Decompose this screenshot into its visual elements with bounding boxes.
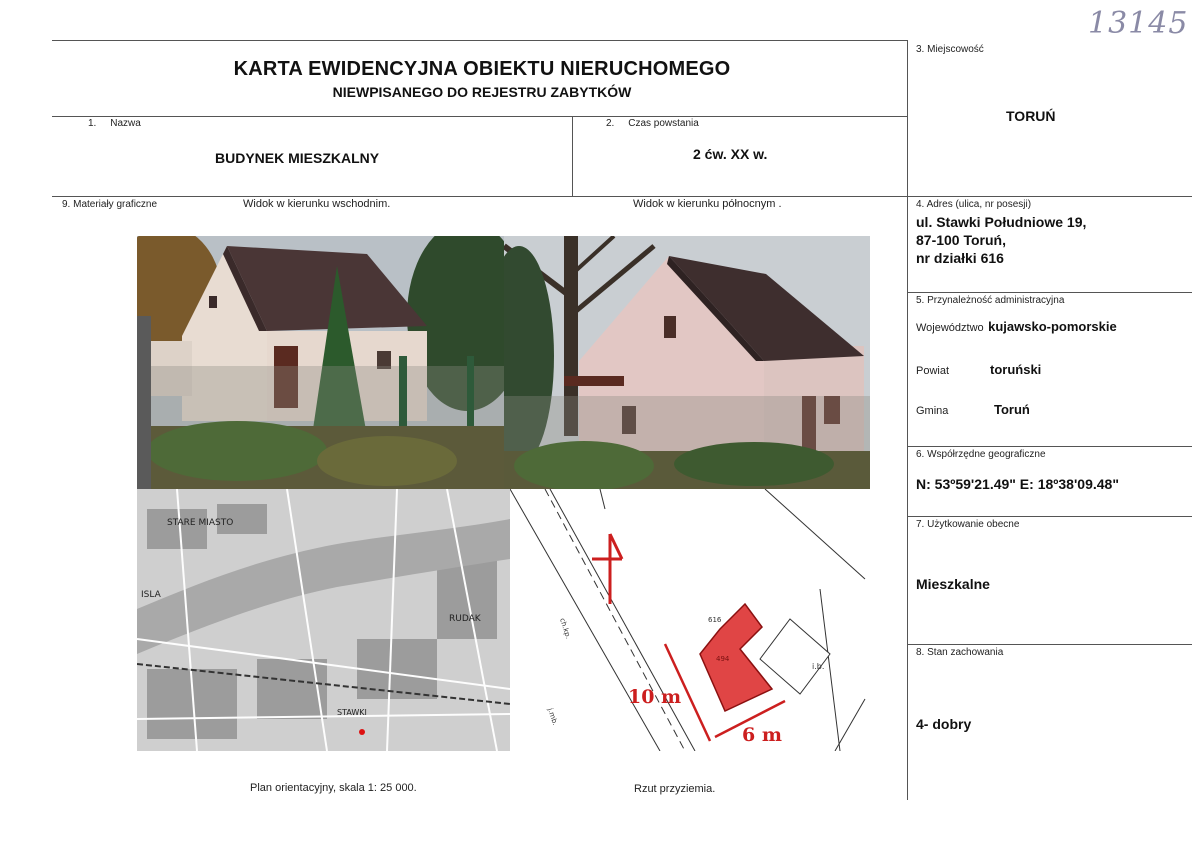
caption-view-north: Widok w kierunku północnym . — [633, 198, 782, 210]
right-divider-6 — [907, 446, 1192, 447]
location-marker — [359, 729, 365, 735]
plan-road-label-2: j.mb. — [546, 707, 560, 727]
plan-dim-long: 10 m — [628, 686, 682, 708]
col-divider-main — [907, 40, 908, 800]
voivodeship-row — [916, 318, 1117, 336]
address-line-2: 87-100 Toruń, — [916, 232, 1006, 248]
address-line-3: nr działki 616 — [916, 250, 1004, 266]
map-label-stawki: STAWKI — [337, 708, 367, 717]
caption-map: Plan orientacyjny, skala 1: 25 000. — [250, 782, 417, 794]
address-line-1: ul. Stawki Południowe 19, — [916, 214, 1087, 230]
map-label-old-town: STARE MIASTO — [167, 518, 234, 528]
map-label-rudak: RUDAK — [449, 614, 481, 624]
photo-north-view — [504, 236, 870, 489]
creation-time-value: 2 ćw. XX w. — [693, 146, 768, 162]
right-divider-7 — [907, 516, 1192, 517]
name-value: BUDYNEK MIESZKALNY — [215, 150, 380, 166]
usage-value: Mieszkalne — [916, 576, 990, 592]
plan-plot-number: 616 — [708, 616, 722, 624]
photo-east-view — [137, 236, 504, 489]
name-label: 1. Nazwa — [88, 118, 141, 129]
row-divider-2 — [52, 196, 1192, 197]
inventory-number: 13145 — [1088, 6, 1189, 41]
document-subtitle: NIEWPISANEGO DO REJESTRU ZABYTKÓW — [332, 84, 632, 100]
coords-label: 6. Współrzędne geograficzne — [916, 449, 1046, 460]
admin-label: 5. Przynależność administracyjna — [916, 295, 1065, 306]
creation-time-label: 2. Czas powstania — [606, 118, 699, 129]
caption-view-east: Widok w kierunku wschodnim. — [243, 198, 391, 210]
commune-value: Toruń — [994, 402, 1030, 417]
plan-neighbour-label: i.b. — [812, 662, 825, 671]
county-value: toruński — [990, 362, 1042, 377]
col-divider-small — [572, 116, 573, 196]
plan-building-code: 494 — [716, 655, 730, 663]
plan-road-label: ch.kp. — [558, 617, 573, 640]
top-border — [52, 40, 907, 41]
coords-value: N: 53º59'21.49" E: 18º38'09.48" — [916, 476, 1119, 492]
condition-label: 8. Stan zachowania — [916, 647, 1004, 658]
right-divider-8 — [907, 644, 1192, 645]
county-label: Powiat — [916, 365, 950, 377]
address-label: 4. Adres (ulica, nr posesji) — [916, 199, 1032, 210]
row-divider-1 — [52, 116, 907, 117]
plan-dim-short: 6 m — [742, 724, 782, 746]
voivodeship-value: kujawsko-pomorskie — [988, 319, 1117, 334]
graphics-label: 9. Materiały graficzne — [62, 199, 158, 210]
commune-label: Gmina — [916, 405, 949, 417]
caption-plan: Rzut przyziemia. — [634, 783, 716, 795]
condition-value: 4- dobry — [916, 716, 972, 732]
voivodeship-label: Województwo — [916, 322, 984, 334]
map-label-isla: ISLA — [141, 590, 161, 600]
document-title: KARTA EWIDENCYJNA OBIEKTU NIERUCHOMEGO — [233, 58, 731, 80]
locality-label: 3. Miejscowość — [916, 44, 984, 55]
locality-value: TORUŃ — [1006, 108, 1056, 124]
ground-floor-plan — [510, 489, 870, 751]
usage-label: 7. Użytkowanie obecne — [916, 519, 1020, 530]
right-divider-5 — [907, 292, 1192, 293]
location-map — [137, 489, 510, 751]
